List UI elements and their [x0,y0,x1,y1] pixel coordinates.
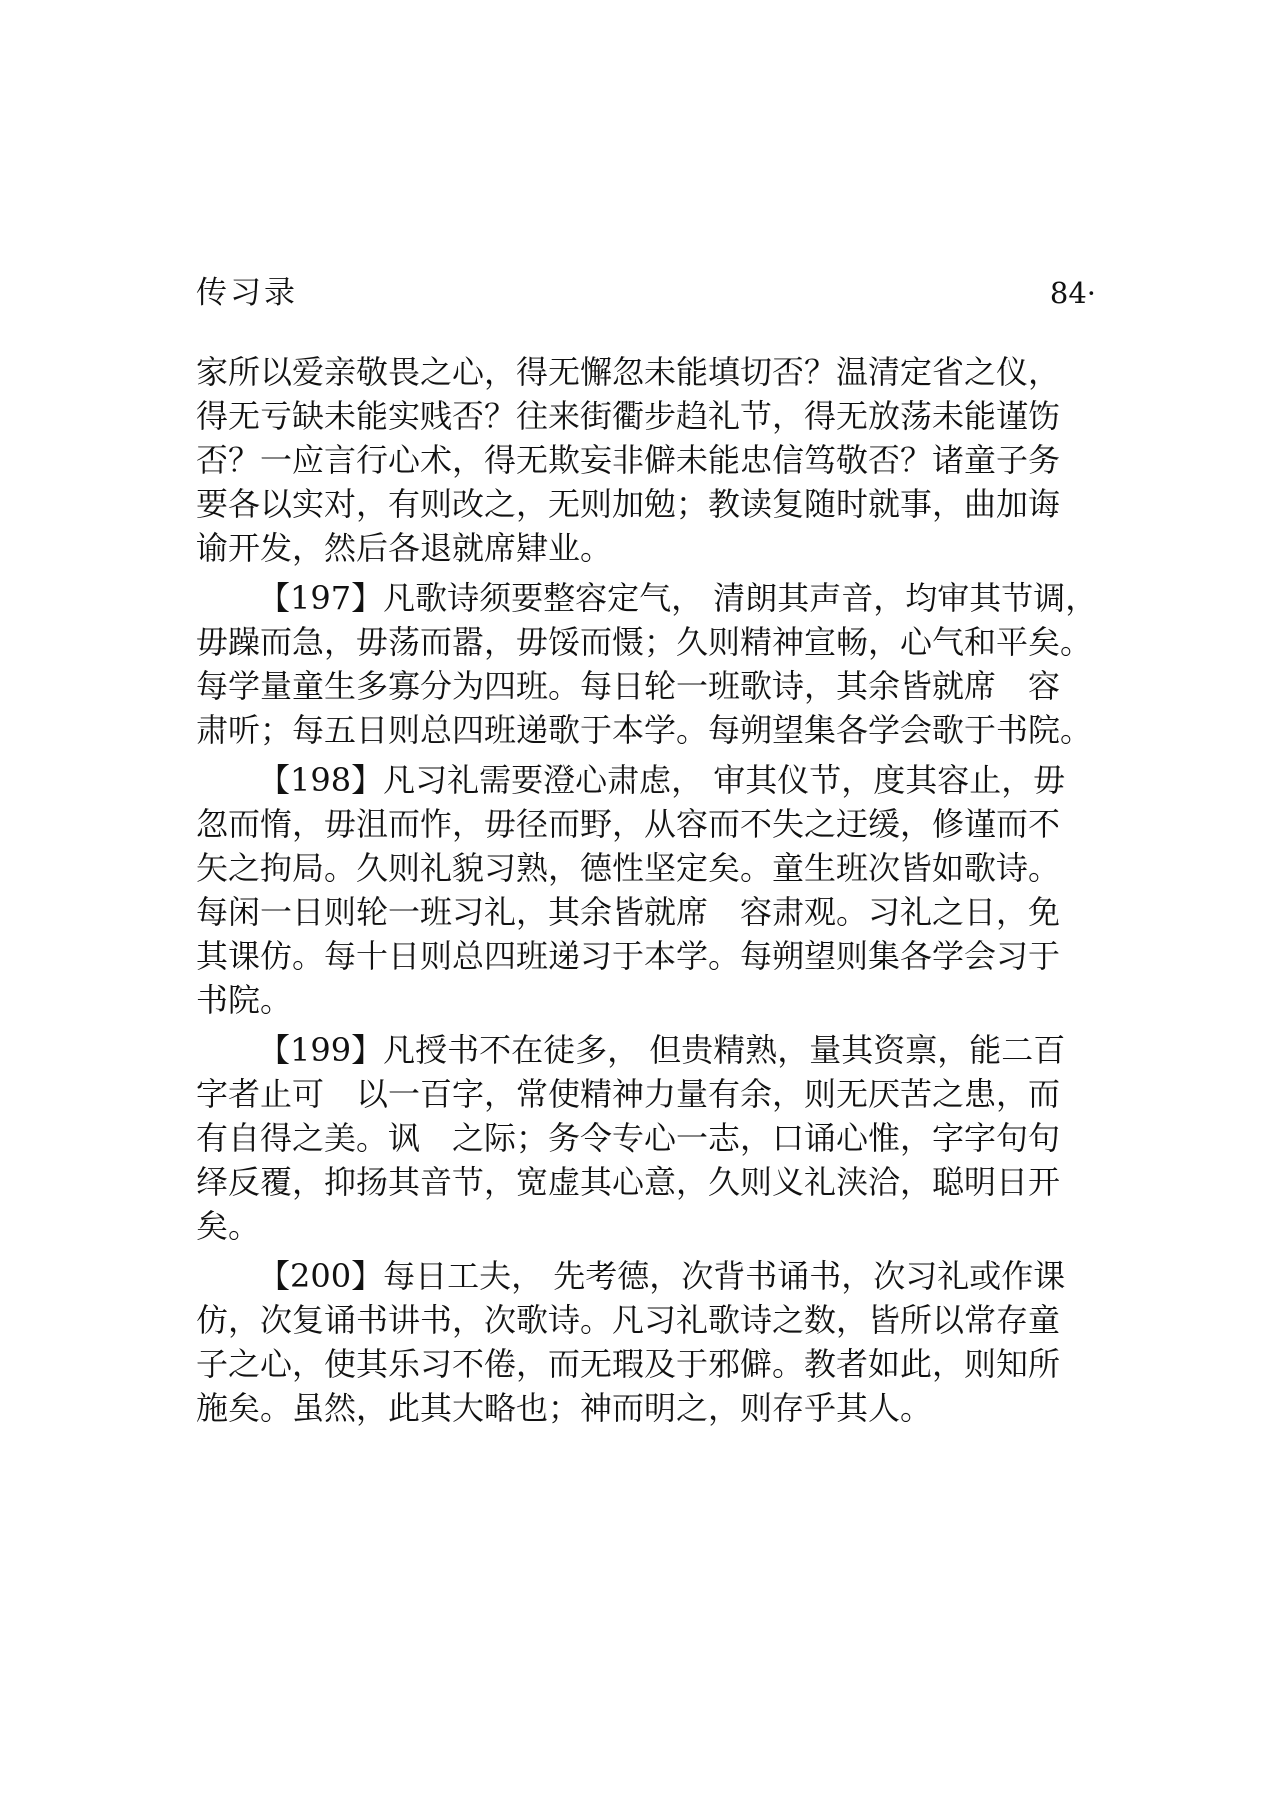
page-header [196,268,1096,318]
page-number: 84· [1049,276,1096,310]
text-line: 每学量童生多寡分为四班。每日轮一班歌诗，其余皆就席 容 [196,667,1061,705]
text-line: 谕开发，然后各退就席肄业。 [196,529,613,567]
paragraph-first-line: 【200】每日工夫， 先考德，次背书诵书，次习礼或作课 [258,1257,1066,1295]
body-text [196,350,1106,1430]
text-line: 其课仿。每十日则总四班递习于本学。每朔望则集各学会习于 [196,937,1061,975]
text-line: 毋躁而急，毋荡而嚣，毋馁而慑；久则精神宣畅，心气和平矣。 [196,623,1093,661]
text-line: 每闲一日则轮一班习礼，其余皆就席 容肃观。习礼之日，免 [196,893,1061,931]
text-line: 忽而惰，毋沮而怍，毋径而野，从容而不失之迂缓，修谨而不 [196,805,1061,843]
paragraph-first-line: 【198】凡习礼需要澄心肃虑， 审其仪节，度其容止，毋 [258,761,1066,799]
text-line: 子之心，使其乐习不倦，而无瑕及于邪僻。教者如此，则知所 [196,1345,1061,1383]
text-line: 矢之拘局。久则礼貌习熟，德性坚定矣。童生班次皆如歌诗。 [196,849,1061,887]
paragraph-first-line: 【199】凡授书不在徒多， 但贵精熟，量其资禀，能二百 [258,1031,1066,1069]
text-line: 书院。 [196,981,293,1019]
text-line: 字者止可 以一百字，常使精神力量有余，则无厌苦之患，而 [196,1075,1061,1113]
text-line: 绎反覆，抑扬其音节，宽虚其心意，久则义礼浃洽，聪明日开 [196,1163,1061,1201]
text-line: 要各以实对，有则改之，无则加勉；教读复随时就事，曲加诲 [196,485,1061,523]
text-line: 肃听；每五日则总四班递歌于本学。每朔望集各学会歌于书院。 [196,711,1093,749]
text-line: 否？一应言行心术，得无欺妄非僻未能忠信笃敬否？诸童子务 [196,441,1061,479]
text-line: 家所以爱亲敬畏之心，得无懈忽未能填切否？温清定省之仪， [196,353,1061,391]
text-line: 矣。 [196,1207,261,1245]
text-line: 仿，次复诵书讲书，次歌诗。凡习礼歌诗之数，皆所以常存童 [196,1301,1061,1339]
text-line: 施矣。虽然，此其大略也；神而明之，则存乎其人。 [196,1389,933,1427]
paragraph-first-line: 【197】凡歌诗须要整容定气， 清朗其声音，均审其节调， [258,579,1098,617]
running-title: 传习录 [196,275,298,311]
text-line: 有自得之美。讽 之际；务令专心一志，口诵心惟，字字句句 [196,1119,1061,1157]
text-line: 得无亏缺未能实贱否？往来街衢步趋礼节，得无放荡未能谨饬 [196,397,1061,435]
